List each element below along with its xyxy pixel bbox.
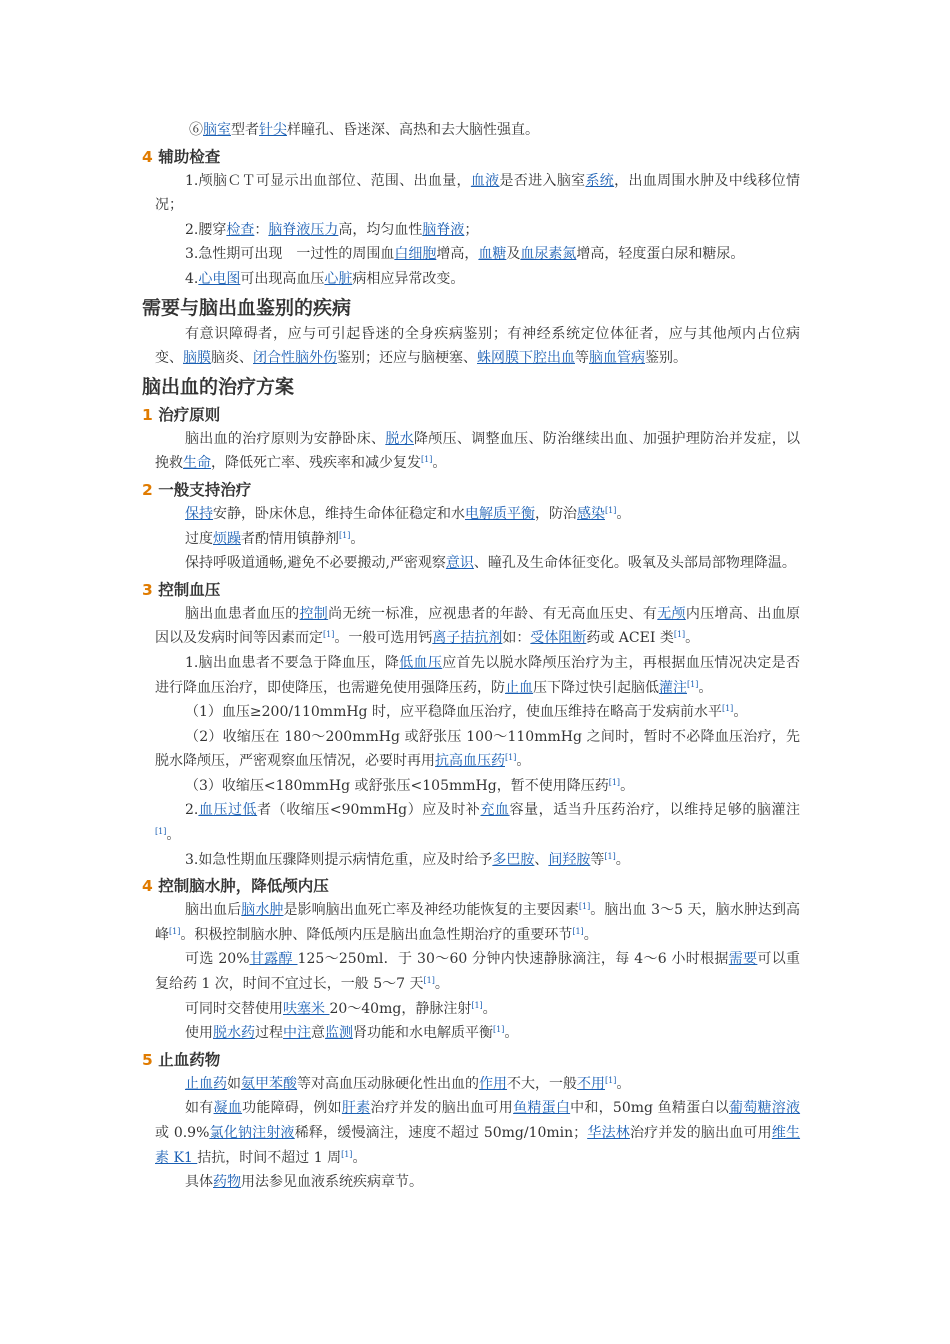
- section-heading-blood-pressure: [142, 578, 800, 602]
- link-bihexing-naowaishang[interactable]: 闭合性脑外伤: [253, 350, 337, 367]
- link-jianqiangan[interactable]: 间羟胺: [548, 851, 591, 868]
- citation-ref[interactable]: [1]: [339, 530, 351, 540]
- text-span: ⑥: [189, 122, 203, 138]
- link-zhixueyao[interactable]: 止血药: [185, 1075, 227, 1092]
- paragraph: [155, 725, 800, 774]
- text-span: 。: [434, 976, 449, 993]
- citation-ref[interactable]: [1]: [578, 902, 591, 912]
- text-span: 者酌情用镇静剂: [241, 530, 339, 547]
- citation-ref[interactable]: [1]: [423, 976, 435, 986]
- text-span: ，降低死亡率、残疾率和减少复发: [211, 455, 421, 472]
- link-ganluchun[interactable]: 甘露醇: [249, 951, 298, 968]
- paragraph: [155, 651, 800, 700]
- link-yishi[interactable]: 意识: [445, 555, 474, 572]
- text-span: 尚无统一标准，应视患者的年龄、有无高血压史、有: [328, 605, 658, 622]
- text-span: 样瞳孔、昏迷深、高热和去大脑性强直。: [287, 122, 539, 138]
- link-weishengsu-k1[interactable]: 维生素 K1: [155, 1125, 801, 1166]
- text-span: 。: [615, 851, 630, 868]
- link-yaowu[interactable]: 药物: [213, 1174, 241, 1191]
- link-shouti-zuduan[interactable]: 受体阻断: [530, 630, 587, 647]
- text-span: 。: [516, 753, 531, 770]
- text-span: ，出血周围水肿及中线移位情况；: [155, 172, 801, 214]
- text-span: 4.: [185, 270, 199, 287]
- text-span: 过程: [255, 1025, 283, 1042]
- text-span: 鉴别。: [645, 350, 687, 367]
- text-span: ：: [254, 221, 269, 238]
- paragraph: [155, 1170, 800, 1195]
- text-span: 20～40mg，静脉注射: [329, 1000, 472, 1017]
- text-span: 1.颅脑ＣＴ可显示出血部位、范围、出血量，: [185, 172, 471, 189]
- section-heading-brain-edema: [142, 874, 800, 898]
- paragraph: [155, 1096, 800, 1170]
- link-jiance[interactable]: 监测: [325, 1025, 353, 1042]
- heading-number: 2: [142, 480, 153, 499]
- text-span: 125～250ml．于 30～60 分钟内快速静脉滴注，每 4～6 小时根据: [297, 951, 729, 968]
- link-fusaimi[interactable]: 呋塞米: [283, 1000, 330, 1017]
- heading-number: 4: [142, 877, 153, 896]
- text-span: 使用: [185, 1025, 213, 1042]
- link-xinzang[interactable]: 心脏: [324, 270, 353, 287]
- text-span: 稀释，缓慢滴注，速度不超过 50mg/10min；: [294, 1125, 588, 1141]
- heading-number: 1: [142, 405, 153, 424]
- link-yujingdanbai[interactable]: 鱼精蛋白: [513, 1100, 571, 1117]
- text-span: 等: [575, 350, 589, 367]
- link-chongxue[interactable]: 充血: [480, 802, 510, 819]
- text-span: 增高，: [436, 246, 479, 263]
- paragraph: [155, 502, 800, 527]
- citation-ref[interactable]: [1]: [572, 926, 584, 936]
- text-span: 如: [227, 1075, 241, 1092]
- text-span: 。: [685, 630, 700, 647]
- paragraph: [155, 527, 800, 552]
- link-ningxue[interactable]: 凝血: [213, 1100, 243, 1117]
- text-span: 。: [350, 530, 365, 547]
- text-span: 治疗并发的脑出血可用: [629, 1125, 772, 1141]
- link-kanggaoxueyayao[interactable]: 抗高血压药: [435, 753, 505, 770]
- text-span: 治疗并发的脑出血可用: [370, 1100, 514, 1117]
- heading-title: 一般支持治疗: [158, 480, 252, 499]
- link-lizi-jiekangji[interactable]: 离子拮抗剂: [432, 630, 503, 647]
- citation-ref[interactable]: [1]: [341, 1149, 353, 1159]
- text-span: 功能障碍，例如: [242, 1100, 342, 1117]
- link-anjiabensuan[interactable]: 氨甲苯酸: [241, 1075, 297, 1092]
- link-xueye[interactable]: 血液: [470, 172, 500, 189]
- citation-ref[interactable]: [1]: [169, 926, 181, 936]
- text-span: 拮抗，时间不超过 1 周: [197, 1149, 342, 1166]
- link-guanzhu[interactable]: 灌注: [659, 679, 687, 696]
- text-span: 及: [506, 246, 521, 263]
- text-span: 鉴别；还应与脑梗塞、: [337, 350, 477, 367]
- link-dixueya[interactable]: 低血压: [399, 654, 443, 671]
- link-duobaan[interactable]: 多巴胺: [492, 851, 535, 868]
- text-span: 脑出血的治疗原则为安静卧床、: [185, 430, 386, 447]
- link-xuyao[interactable]: 需要: [728, 951, 758, 968]
- text-span: 病相应异常改变。: [352, 270, 465, 287]
- link-naojiye-yali[interactable]: 脑脊液压力: [268, 221, 339, 238]
- link-baochi[interactable]: 保持: [185, 505, 213, 522]
- text-span: 脑炎、: [211, 350, 253, 367]
- link-naoxueguanbing[interactable]: 脑血管病: [589, 350, 645, 367]
- text-span: 。: [616, 505, 631, 522]
- link-xueya-guodi[interactable]: 血压过低: [198, 802, 258, 819]
- paragraph: [155, 118, 800, 143]
- paragraph: [155, 267, 800, 292]
- text-span: 、瞳孔及生命体征变化。吸氧及头部局部物理降温。: [473, 555, 796, 572]
- link-zhenjian[interactable]: 针尖: [259, 122, 287, 138]
- paragraph: [155, 242, 800, 267]
- link-ganran[interactable]: 感染: [577, 505, 605, 522]
- text-span: 高，均匀血性: [338, 221, 423, 238]
- paragraph: [155, 997, 800, 1022]
- link-fanzao[interactable]: 烦躁: [213, 530, 241, 547]
- link-putaotang-rongye[interactable]: 葡萄糖溶液: [729, 1100, 801, 1117]
- text-span: 。: [733, 704, 748, 721]
- text-span: 可以重复给药 1 次，时间不宜过长，一般 5～7 天: [155, 951, 801, 993]
- citation-ref[interactable]: [1]: [721, 704, 734, 714]
- text-span: 或 0.9%: [155, 1125, 210, 1141]
- text-span: 。: [583, 926, 598, 943]
- text-span: （2）收缩压在 180～200mmHg 或舒张压 100～110mmHg 之间时，暂时不必降血压治疗，先脱水降颅压，严密观察血压情况，必要时再用: [155, 728, 800, 770]
- link-tuoshuiyao[interactable]: 脱水药: [213, 1025, 255, 1042]
- paragraph: [155, 774, 800, 799]
- text-span: 中和，50mg 鱼精蛋白以: [570, 1100, 729, 1117]
- text-span: 脑出血患者血压的: [185, 605, 300, 622]
- paragraph: [155, 427, 800, 476]
- text-span: 容量，适当升压药治疗，以维持足够的脑灌注: [509, 802, 801, 819]
- text-span: 1.脑出血患者不要急于降血压，降: [185, 654, 400, 671]
- text-span: 2.: [185, 802, 199, 819]
- paragraph: [155, 898, 800, 947]
- link-xuetang[interactable]: 血糖: [478, 246, 507, 263]
- text-span: 如：: [502, 630, 531, 647]
- text-span: 。脑出血 3～5 天，脑水肿达到高峰: [155, 902, 801, 943]
- text-span: 意: [311, 1025, 325, 1042]
- citation-ref[interactable]: [1]: [605, 505, 617, 515]
- heading-title: 止血药物: [158, 1050, 221, 1069]
- text-span: ；: [464, 221, 479, 238]
- citation-ref[interactable]: [1]: [673, 630, 686, 640]
- link-kongzhi[interactable]: 控制: [299, 605, 329, 622]
- link-naojiye[interactable]: 脑脊液: [422, 221, 465, 238]
- heading-title: 辅助检查: [158, 147, 221, 166]
- text-span: 。: [482, 1000, 497, 1017]
- paragraph: [155, 700, 800, 725]
- text-span: 3.急性期可出现 一过性的周围血: [185, 246, 395, 263]
- text-span: 者（收缩压<90mmHg）应及时补: [257, 802, 481, 819]
- citation-ref[interactable]: [1]: [421, 455, 433, 465]
- heading-number: 4: [142, 147, 153, 166]
- text-span: 如有: [185, 1100, 214, 1117]
- link-gansu[interactable]: 肝素: [341, 1100, 371, 1117]
- text-span: 不大，一般: [507, 1075, 577, 1092]
- link-xitong[interactable]: 系统: [585, 172, 615, 189]
- link-zhixue[interactable]: 止血: [505, 679, 533, 696]
- citation-ref[interactable]: [1]: [323, 630, 335, 640]
- text-span: （3）收缩压<180mmHg 或舒张压<105mmHg，暂不使用降压药: [185, 777, 609, 794]
- heading-title: 治疗原则: [158, 405, 221, 424]
- link-zuoyong[interactable]: 作用: [479, 1075, 507, 1092]
- link-jiancha[interactable]: 检查: [226, 221, 255, 238]
- text-span: 内压增高、出血原因以及发病时间等因素而定: [155, 605, 801, 647]
- paragraph: [155, 798, 800, 847]
- heading-title: 控制脑水肿，降低颅内压: [158, 877, 329, 896]
- text-span: 保持呼吸道通畅,避免不必要搬动,严密观察: [185, 555, 446, 572]
- text-span: 安静，卧床休息，维持生命体征稳定和水: [213, 505, 465, 522]
- text-span: 有意识障碍者，应与可引起昏迷的全身疾病鉴别；有神经系统定位体征者，应与其他颅内占位病变、: [155, 325, 800, 367]
- link-naoshi[interactable]: 脑室: [203, 122, 231, 138]
- section-heading-hemostatic: [142, 1048, 800, 1072]
- text-span: 脑出血后: [185, 902, 242, 919]
- text-span: 应首先以脱水降颅压治疗为主，再根据血压情况决定是否进行降血压治疗，即使降压，也需避免使用强降压药，防: [155, 654, 801, 696]
- citation-ref[interactable]: [1]: [471, 1000, 483, 1010]
- citation-ref[interactable]: [1]: [604, 851, 616, 861]
- text-span: 2.腰穿: [185, 221, 227, 238]
- section-heading-general-support: [142, 478, 800, 502]
- text-span: 。积极控制脑水肿、降低颅内压是脑出血急性期治疗的重要环节: [180, 926, 573, 943]
- text-span: 等对高血压动脉硬化性出血的: [297, 1075, 479, 1092]
- paragraph: [155, 322, 800, 371]
- paragraph: [155, 1072, 800, 1097]
- citation-ref[interactable]: [1]: [608, 777, 621, 787]
- link-shengming[interactable]: 生命: [183, 455, 211, 472]
- citation-ref[interactable]: [1]: [605, 1075, 617, 1085]
- text-span: 可出现高血压: [240, 270, 325, 287]
- link-dianjiezhi-pingheng[interactable]: 电解质平衡: [465, 505, 535, 522]
- text-span: 、: [534, 851, 549, 868]
- heading-number: 3: [142, 580, 153, 599]
- section-heading-treatment: 脑出血的治疗方案: [142, 375, 295, 398]
- text-span: 降颅压、调整血压、防治继续出血、加强护理防治并发症，以挽救: [155, 430, 801, 472]
- text-span: 压下降过快引起脑低: [533, 679, 659, 696]
- paragraph: [155, 848, 800, 873]
- citation-ref[interactable]: [1]: [155, 827, 167, 837]
- link-wulu[interactable]: 无颅: [657, 605, 686, 622]
- paragraph: [155, 551, 800, 576]
- text-span: 3.如急性期血压骤降则提示病情危重，应及时给予: [185, 851, 493, 868]
- text-span: 是影响脑出血死亡率及神经功能恢复的主要因素: [283, 902, 579, 919]
- text-span: 。: [616, 1075, 631, 1092]
- link-tuoshui[interactable]: 脱水: [385, 430, 414, 447]
- citation-ref[interactable]: [1]: [505, 753, 517, 763]
- link-baixibao[interactable]: 白细胞: [394, 246, 437, 263]
- citation-ref[interactable]: [1]: [687, 679, 699, 689]
- text-span: 药或 ACEI 类: [586, 630, 674, 647]
- paragraph: [155, 1021, 800, 1046]
- text-span: 增高，轻度蛋白尿和糖尿。: [576, 246, 745, 263]
- text-span: 。: [432, 455, 447, 472]
- text-span: 肾功能和水电解质平衡: [353, 1025, 493, 1042]
- link-huafalin[interactable]: 华法林: [587, 1125, 630, 1141]
- text-span: 。一般可选用钙: [334, 630, 433, 647]
- text-span: 。: [166, 827, 181, 844]
- link-naoshuizhong[interactable]: 脑水肿: [241, 902, 284, 919]
- text-span: 。: [620, 777, 635, 794]
- heading-number: 5: [142, 1050, 153, 1069]
- section-heading-auxiliary-exam: [142, 145, 800, 169]
- text-span: 过度: [185, 530, 213, 547]
- link-xindiantu[interactable]: 心电图: [198, 270, 241, 287]
- paragraph: [155, 169, 800, 218]
- text-span: 可同时交替使用: [185, 1000, 283, 1017]
- paragraph: [155, 947, 800, 996]
- text-span: 具体: [185, 1174, 213, 1191]
- text-span: 可选 20%: [185, 951, 250, 968]
- text-span: 等: [590, 851, 605, 868]
- text-span: 型者: [231, 122, 259, 138]
- link-xueniaosudan[interactable]: 血尿素氮: [520, 246, 577, 263]
- link-naomo[interactable]: 脑膜: [183, 350, 211, 367]
- text-span: （1）血压≥200/110mmHg 时，应平稳降血压治疗，使血压维持在略高于发病前水平: [185, 704, 722, 721]
- section-heading-principle: [142, 403, 800, 427]
- text-span: 是否进入脑室: [499, 172, 586, 189]
- text-span: 。: [504, 1025, 519, 1042]
- heading-title: 控制血压: [158, 580, 221, 599]
- text-span: ，防治: [535, 505, 577, 522]
- text-span: 。: [352, 1149, 367, 1166]
- paragraph: [155, 218, 800, 243]
- document-page: [142, 118, 801, 1195]
- link-zhuwangmo-xiaqiang-chuxue[interactable]: 蛛网膜下腔出血: [477, 350, 575, 367]
- link-buyong[interactable]: 不用: [577, 1075, 605, 1092]
- link-lvhuana-zhusheye[interactable]: 氯化钠注射液: [209, 1125, 295, 1141]
- text-span: 用法参见血液系统疾病章节。: [241, 1174, 423, 1191]
- citation-ref[interactable]: [1]: [493, 1025, 505, 1035]
- text-span: 。: [698, 679, 713, 696]
- section-heading-differential: 需要与脑出血鉴别的疾病: [142, 296, 352, 319]
- link-zhongzhu[interactable]: 中注: [283, 1025, 311, 1042]
- paragraph: [155, 602, 800, 651]
